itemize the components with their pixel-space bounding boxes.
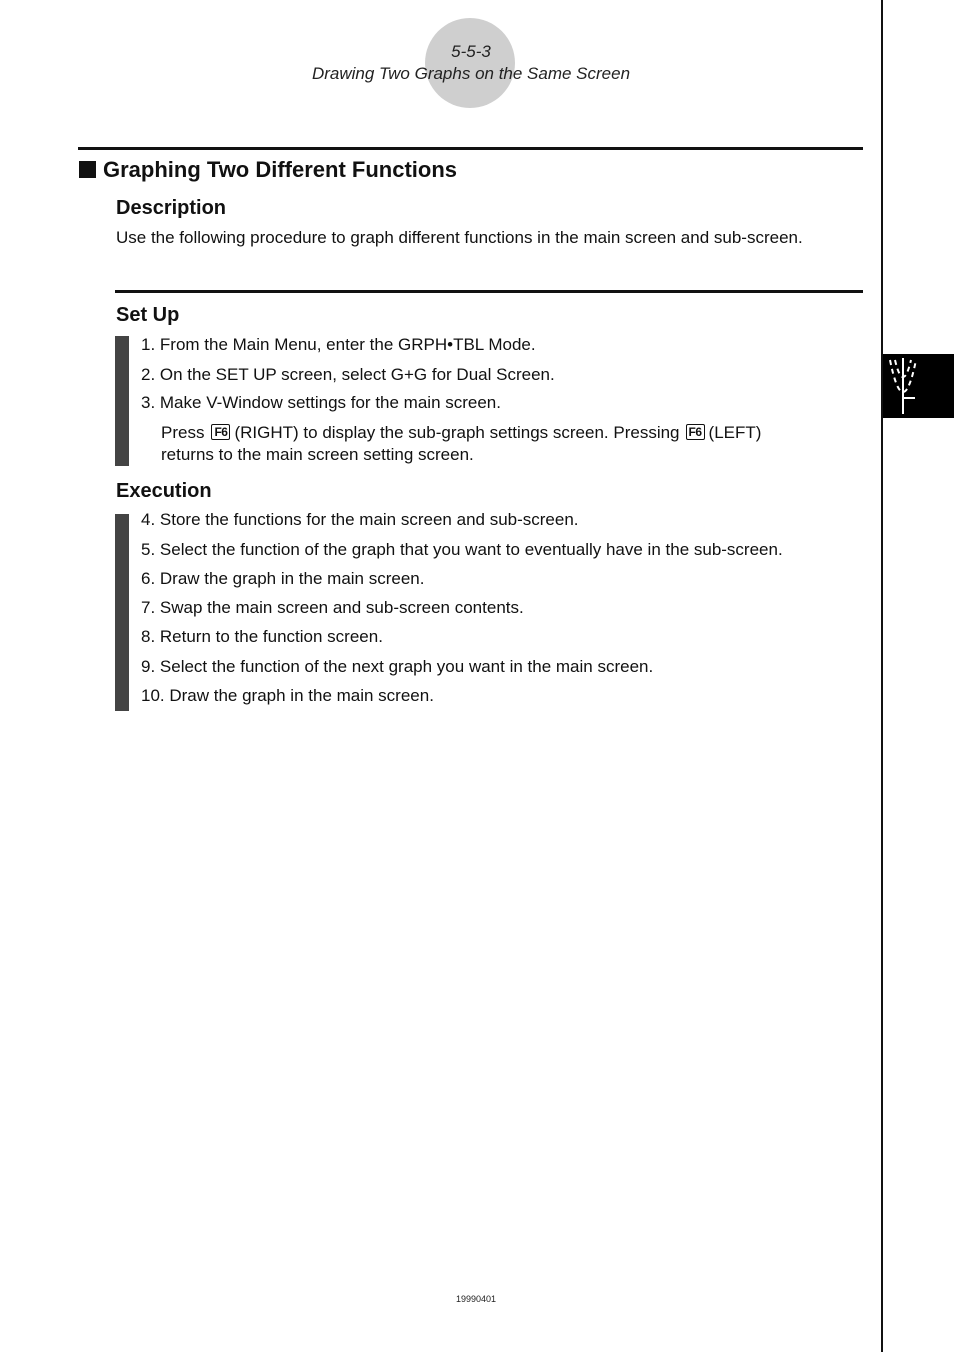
execution-step: 6. Draw the graph in the main screen. — [141, 569, 425, 588]
f6-key-icon: F6 — [686, 424, 705, 440]
section-square-icon — [79, 161, 96, 178]
execution-step: 9. Select the function of the next graph you want in the main screen. — [141, 657, 654, 676]
setup-step: 3. Make V-Window settings for the main screen. — [141, 393, 501, 412]
execution-step-bar — [115, 514, 129, 711]
execution-step: 7. Swap the main screen and sub-screen contents. — [141, 598, 524, 617]
execution-step: 10. Draw the graph in the main screen. — [141, 686, 434, 705]
graph-parabola-icon — [883, 354, 954, 418]
setup-heading: Set Up — [116, 304, 180, 326]
setup-note-text: Press — [161, 423, 205, 442]
setup-note-line2: returns to the main screen setting screen. — [161, 445, 474, 464]
setup-step: 1. From the Main Menu, enter the GRPH•TBL Mode. — [141, 335, 536, 354]
f6-key-icon: F6 — [211, 424, 230, 440]
setup-step: 2. On the SET UP screen, select G+G for Dual Screen. — [141, 365, 555, 384]
section-title: Graphing Two Different Functions — [103, 157, 458, 182]
execution-heading: Execution — [116, 480, 212, 502]
page-edge-rule — [881, 0, 883, 1352]
description-rule — [115, 290, 863, 293]
setup-note-text: (RIGHT) to display the sub-graph settings screen. Pressing — [234, 423, 680, 442]
execution-step: 4. Store the functions for the main screen and sub-screen. — [141, 510, 579, 529]
setup-note — [161, 423, 761, 443]
page-subtitle: Drawing Two Graphs on the Same Screen — [311, 64, 631, 83]
execution-step: 5. Select the function of the graph that you want to eventually have in the sub-screen. — [141, 540, 783, 559]
chapter-tab — [883, 354, 954, 418]
description-text: Use the following procedure to graph different functions in the main screen and sub-screen. — [116, 228, 803, 247]
execution-step: 8. Return to the function screen. — [141, 627, 383, 646]
section-top-rule — [78, 147, 863, 150]
setup-step-bar — [115, 336, 129, 466]
description-heading: Description — [116, 197, 227, 219]
setup-note-text: (LEFT) — [708, 423, 762, 442]
page-number: 5-5-3 — [451, 42, 491, 61]
footer-code: 19990401 — [455, 1294, 497, 1304]
page-number-badge — [425, 18, 515, 108]
